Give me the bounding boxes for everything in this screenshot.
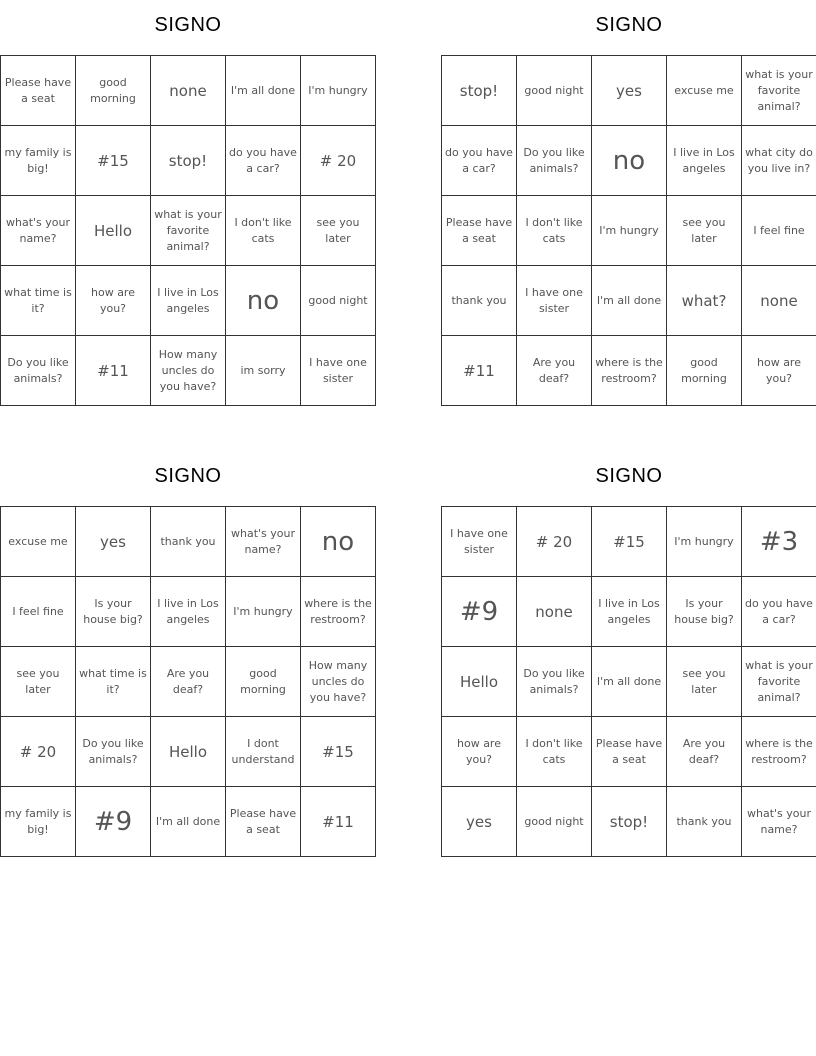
bingo-cell: Do you like animals? — [1, 336, 76, 406]
bingo-cell: # 20 — [301, 126, 376, 196]
bingo-cell: yes — [442, 787, 517, 857]
card-title: SIGNO — [154, 465, 222, 487]
bingo-cell: I don't like cats — [517, 196, 592, 266]
bingo-cell: I live in Los angeles — [151, 266, 226, 336]
bingo-cell: #3 — [742, 507, 816, 577]
bingo-cell: I live in Los angeles — [592, 577, 667, 647]
bingo-cell: #11 — [301, 787, 376, 857]
bingo-cell: where is the restroom? — [301, 577, 376, 647]
bingo-cell: Please have a seat — [442, 196, 517, 266]
bingo-cell: what is your favorite animal? — [742, 647, 816, 717]
bingo-cell: no — [592, 126, 667, 196]
bingo-cell: what is your favorite animal? — [151, 196, 226, 266]
card-grid — [441, 506, 816, 857]
bingo-cell: Do you like animals? — [517, 126, 592, 196]
bingo-cell: I feel fine — [742, 196, 816, 266]
card-grid — [0, 506, 376, 857]
bingo-cell: # 20 — [517, 507, 592, 577]
bingo-cell: Hello — [151, 717, 226, 787]
bingo-cell: my family is big! — [1, 787, 76, 857]
bingo-cell: Are you deaf? — [667, 717, 742, 787]
card-title: SIGNO — [154, 14, 222, 36]
bingo-cell: I'm all done — [592, 647, 667, 717]
bingo-cell: # 20 — [1, 717, 76, 787]
bingo-cell: I have one sister — [301, 336, 376, 406]
bingo-cell: thank you — [667, 787, 742, 857]
bingo-cell: what time is it? — [76, 647, 151, 717]
bingo-cell: I live in Los angeles — [667, 126, 742, 196]
bingo-cell: no — [301, 507, 376, 577]
card-grid — [0, 55, 376, 406]
bingo-cell: I'm hungry — [592, 196, 667, 266]
bingo-cell: what's your name? — [226, 507, 301, 577]
bingo-cell: Please have a seat — [592, 717, 667, 787]
bingo-cell: Are you deaf? — [151, 647, 226, 717]
bingo-cell: I'm hungry — [226, 577, 301, 647]
bingo-cell: im sorry — [226, 336, 301, 406]
card-grid — [441, 55, 816, 406]
bingo-cell: excuse me — [667, 56, 742, 126]
bingo-cell: #11 — [76, 336, 151, 406]
bingo-cell: what's your name? — [742, 787, 816, 857]
bingo-cell: I'm hungry — [301, 56, 376, 126]
bingo-cell: stop! — [592, 787, 667, 857]
bingo-cell: good morning — [667, 336, 742, 406]
bingo-cell: good morning — [226, 647, 301, 717]
bingo-cell: #15 — [76, 126, 151, 196]
bingo-cell: good night — [517, 56, 592, 126]
bingo-cell: how are you? — [742, 336, 816, 406]
bingo-cell: I have one sister — [517, 266, 592, 336]
bingo-cell: do you have a car? — [742, 577, 816, 647]
bingo-cell: how are you? — [76, 266, 151, 336]
bingo-cell: yes — [76, 507, 151, 577]
bingo-cell: excuse me — [1, 507, 76, 577]
bingo-cell: Is your house big? — [76, 577, 151, 647]
bingo-cell: good night — [301, 266, 376, 336]
bingo-cell: where is the restroom? — [592, 336, 667, 406]
bingo-cell: Hello — [76, 196, 151, 266]
bingo-cell: Hello — [442, 647, 517, 717]
bingo-cell: see you later — [301, 196, 376, 266]
card-title: SIGNO — [595, 14, 663, 36]
bingo-cell: #15 — [592, 507, 667, 577]
bingo-cell: I'm hungry — [667, 507, 742, 577]
bingo-cell: Please have a seat — [226, 787, 301, 857]
bingo-cell: Are you deaf? — [517, 336, 592, 406]
bingo-cell: #15 — [301, 717, 376, 787]
bingo-cell: do you have a car? — [226, 126, 301, 196]
bingo-cell: what is your favorite animal? — [742, 56, 816, 126]
bingo-cell: How many uncles do you have? — [301, 647, 376, 717]
bingo-cell: Do you like animals? — [517, 647, 592, 717]
bingo-cell: I live in Los angeles — [151, 577, 226, 647]
bingo-cell: I'm all done — [151, 787, 226, 857]
bingo-cell: good morning — [76, 56, 151, 126]
bingo-cell: I dont understand — [226, 717, 301, 787]
bingo-cell: I don't like cats — [226, 196, 301, 266]
bingo-cell: do you have a car? — [442, 126, 517, 196]
bingo-cell: I'm all done — [226, 56, 301, 126]
bingo-cell: good night — [517, 787, 592, 857]
bingo-cell: see you later — [667, 647, 742, 717]
bingo-cell: yes — [592, 56, 667, 126]
bingo-cell: none — [517, 577, 592, 647]
bingo-cell: stop! — [442, 56, 517, 126]
bingo-cell: #9 — [76, 787, 151, 857]
bingo-cell: how are you? — [442, 717, 517, 787]
bingo-cell: thank you — [151, 507, 226, 577]
bingo-cell: thank you — [442, 266, 517, 336]
bingo-cell: see you later — [1, 647, 76, 717]
bingo-cell: I feel fine — [1, 577, 76, 647]
bingo-cell: where is the restroom? — [742, 717, 816, 787]
bingo-cell: Do you like animals? — [76, 717, 151, 787]
bingo-cell: what city do you live in? — [742, 126, 816, 196]
bingo-cell: I don't like cats — [517, 717, 592, 787]
card-title: SIGNO — [595, 465, 663, 487]
bingo-cell: Is your house big? — [667, 577, 742, 647]
bingo-cell: none — [151, 56, 226, 126]
bingo-cell: #9 — [442, 577, 517, 647]
bingo-cell: How many uncles do you have? — [151, 336, 226, 406]
bingo-cell: none — [742, 266, 816, 336]
bingo-cell: stop! — [151, 126, 226, 196]
bingo-cell: Please have a seat — [1, 56, 76, 126]
bingo-cell: no — [226, 266, 301, 336]
bingo-cell: my family is big! — [1, 126, 76, 196]
bingo-cell: see you later — [667, 196, 742, 266]
bingo-cell: I'm all done — [592, 266, 667, 336]
bingo-cell: what's your name? — [1, 196, 76, 266]
bingo-cell: what? — [667, 266, 742, 336]
bingo-cell: what time is it? — [1, 266, 76, 336]
bingo-cell: I have one sister — [442, 507, 517, 577]
bingo-cell: #11 — [442, 336, 517, 406]
